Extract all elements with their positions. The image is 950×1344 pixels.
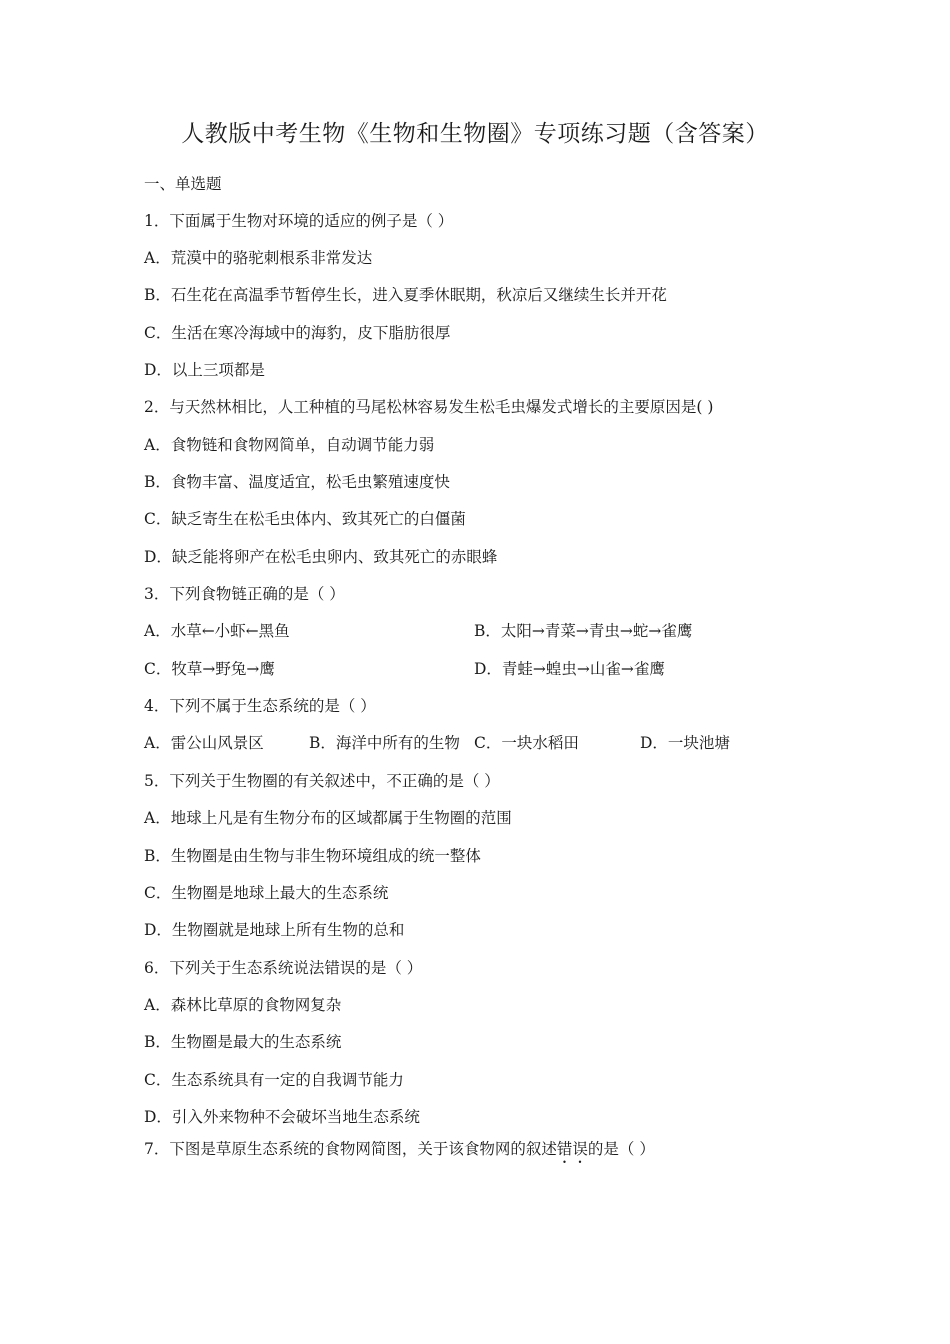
question-5-option-b: B．生物圈是由生物与非生物环境组成的统一整体: [144, 847, 481, 865]
question-4-option-d: D．一块池塘: [640, 734, 730, 752]
question-2-option-b: B．食物丰富、温度适宜，松毛虫繁殖速度快: [144, 473, 450, 491]
question-5-option-d: D．生物圈就是地球上所有生物的总和: [144, 921, 405, 939]
question-5-option-c: C．生物圈是地球上最大的生态系统: [144, 884, 389, 902]
question-3-option-c: C．牧草→野兔→鹰: [144, 660, 275, 678]
question-4-option-b: B．海洋中所有的生物: [309, 734, 460, 752]
question-5-option-a: A．地球上凡是有生物分布的区域都属于生物圈的范围: [144, 809, 512, 827]
question-1-option-b: B．石生花在高温季节暂停生长，进入夏季休眠期，秋凉后又继续生长并开花: [144, 286, 667, 304]
question-5-stem: 5．下列关于生物圈的有关叙述中，不正确的是（ ）: [144, 772, 500, 790]
question-1-stem: 1．下面属于生物对环境的适应的例子是（ ）: [144, 212, 454, 230]
question-4-stem: 4．下列不属于生态系统的是（ ）: [144, 697, 376, 715]
question-7-stem: [144, 1138, 655, 1167]
question-1-option-d: D．以上三项都是: [144, 361, 265, 379]
question-2-stem: 2．与天然林相比，人工种植的马尾松林容易发生松毛虫爆发式增长的主要原因是( ): [144, 398, 714, 416]
question-6-option-a: A．森林比草原的食物网复杂: [144, 996, 342, 1014]
question-3-stem: 3．下列食物链正确的是（ ）: [144, 585, 345, 603]
question-6-stem: 6．下列关于生态系统说法错误的是（ ）: [144, 959, 423, 977]
question-7-stem-emphasis: 错误: [556, 1140, 588, 1158]
question-1-option-a: A．荒漠中的骆驼刺根系非常发达: [144, 249, 373, 267]
question-3-option-d: D．青蛙→蝗虫→山雀→雀鹰: [474, 660, 665, 678]
question-6-option-c: C．生态系统具有一定的自我调节能力: [144, 1071, 404, 1089]
question-3-option-a: A．水草←小虾←黑鱼: [144, 622, 290, 640]
question-4-option-a: A．雷公山风景区: [144, 734, 264, 752]
question-1-option-c: C．生活在寒冷海域中的海豹，皮下脂肪很厚: [144, 324, 451, 342]
question-7-stem-after: 的是（ ）: [587, 1140, 655, 1158]
question-7-stem-before: 7．下图是草原生态系统的食物网简图，关于该食物网的叙述: [144, 1140, 557, 1158]
question-2-option-c: C．缺乏寄生在松毛虫体内、致其死亡的白僵菌: [144, 510, 466, 528]
question-3-option-b: B．太阳→青菜→青虫→蛇→雀鹰: [474, 622, 693, 640]
page-title: 人教版中考生物《生物和生物圈》专项练习题（含答案）: [181, 121, 769, 147]
question-6-option-d: D．引入外来物种不会破坏当地生态系统: [144, 1108, 420, 1126]
question-6-option-b: B．生物圈是最大的生态系统: [144, 1033, 342, 1051]
question-4-option-c: C．一块水稻田: [474, 734, 579, 752]
question-2-option-a: A．食物链和食物网简单，自动调节能力弱: [144, 436, 435, 454]
section-heading: 一、单选题: [144, 175, 222, 193]
question-2-option-d: D．缺乏能将卵产在松毛虫卵内、致其死亡的赤眼蜂: [144, 548, 498, 566]
